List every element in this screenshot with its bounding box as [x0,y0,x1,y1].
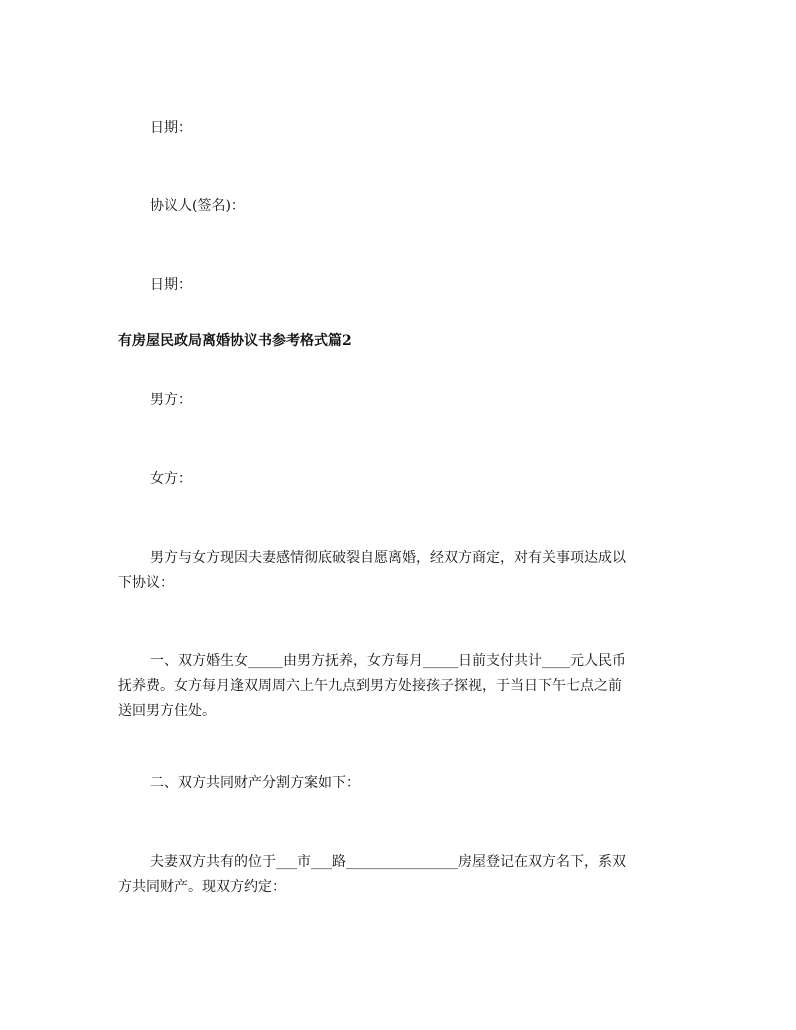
property-paragraph-line: 方共同财产。现双方约定： [118,879,286,895]
intro-paragraph-line: 下协议： [118,575,174,591]
section-title: 有房屋民政局离婚协议书参考格式篇2 [118,333,352,349]
clause-1-line: 一、双方婚生女_____由男方抚养，女方每月_____日前支付共计____元人民币 [150,653,626,669]
clause-1-line: 送回男方住处。 [118,703,216,719]
male-party-label: 男方： [150,392,192,408]
female-party-label: 女方： [150,471,192,487]
date-label: 日期： [150,277,192,293]
clause-1-line: 抚养费。女方每月逢双周周六上午九点到男方处接孩子探视，于当日下午七点之前 [118,678,622,694]
clause-2-title: 二、双方共同财产分割方案如下： [150,775,360,791]
signatory-label: 协议人(签名)： [150,198,245,214]
intro-paragraph-line: 男方与女方现因夫妻感情彻底破裂自愿离婚，经双方商定，对有关事项达成以 [150,550,626,566]
date-label: 日期： [150,120,192,136]
property-paragraph-line: 夫妻双方共有的位于___市___路________________房屋登记在双方名下，系双 [150,854,626,870]
